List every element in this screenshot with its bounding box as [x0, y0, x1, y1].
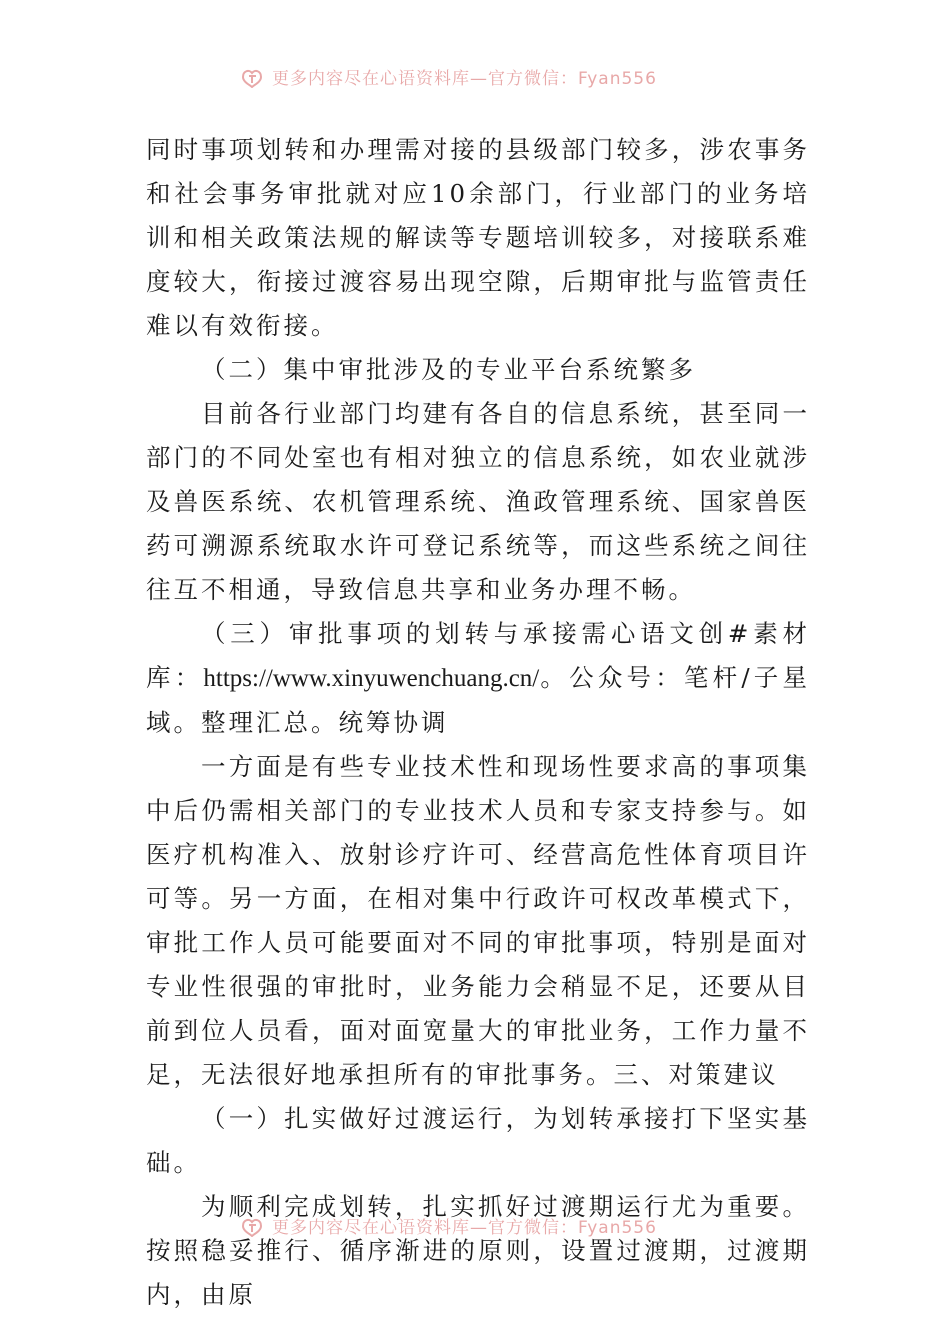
- watermark-logo-icon: [240, 1215, 266, 1237]
- paragraph-2: 目前各行业部门均建有各自的信息系统，甚至同一部门的不同处室也有相对独立的信息系统，如农业就涉及兽医系统、农机管理系统、渔政管理系统、国家兽医药可溯源系统取水许可登记系统等，而这些系统之间往往互不相通，导致信息共享和业务办理不畅。: [146, 399, 810, 604]
- footer-watermark: [0, 1203, 950, 1243]
- section-heading-2: （二）集中审批涉及的专业平台系统繁多: [201, 355, 696, 384]
- paragraph-1: 同时事项划转和办理需对接的县级部门较多，涉农事务和社会事务审批就对应10余部门，行业部门的业务培训和相关政策法规的解读等专题培训较多，对接联系难度较大，衔接过渡容易出现空隙，后期审批与监管责任难以有效衔接。: [146, 135, 810, 340]
- heading-3-prefix: （三）审批事项的划转与承接需心语文创#素材库：: [146, 619, 810, 692]
- heading-3-url: https://www.xinyuwenchuang.cn/: [203, 665, 540, 692]
- watermark-text: 更多内容尽在心语资料库—官方微信：Fyan556: [272, 1218, 657, 1238]
- paragraph-4: 为顺利完成划转，扎实抓好过渡期运行尤为重要。按照稳妥推行、循序渐进的原则，设置过渡期，过渡期内，由原: [146, 1192, 810, 1309]
- paragraph-3: 一方面是有些专业技术性和现场性要求高的事项集中后仍需相关部门的专业技术人员和专家支持参与。如医疗机构准入、放射诊疗许可、经营高危性体育项目许可等。另一方面，在相对集中行政许可权改革模式下，审批工作人员可能要面对不同的审批事项，特别是面对专业性很强的审批时，业务能力会稍显不足，还要从目前到位人员看，面对面宽量大的审批业务，工作力量不足，无法很好地承担所有的审批事务。三、对策建议: [146, 752, 810, 1089]
- document-body: [146, 128, 810, 1317]
- watermark-logo-icon: [240, 66, 266, 88]
- section-heading-4: （一）扎实做好过渡运行，为划转承接打下坚实基础。: [146, 1104, 810, 1177]
- heading-3-suffix: 。公众号：笔杆/子星域。整理汇总。统筹协调: [146, 663, 810, 737]
- watermark-text: 更多内容尽在心语资料库—官方微信：Fyan556: [272, 69, 657, 89]
- section-heading-3: [146, 612, 810, 745]
- header-watermark: [0, 54, 950, 94]
